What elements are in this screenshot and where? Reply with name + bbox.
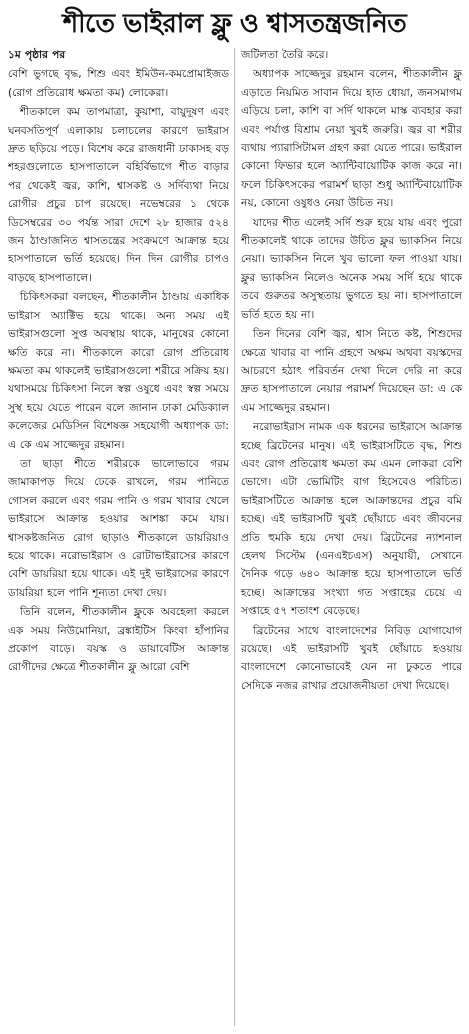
paragraph: তিন দিনের বেশি জ্বর, শ্বাস নিতে কষ্ট, শিশুদের ক্ষেত্রে খাবার বা পানি গ্রহণে অক্ষম অথবা বয়স্কদের আচরণে হঠাৎ পরিবর্তন দেখা দিলে দেরি না করে দ্রুত হাসপাতালে নেয়ার পরামর্শ দিয়েছেন ডা: এ কে এম সাজ্জেদুর রহমান। — [241, 328, 462, 414]
left-column — [8, 46, 229, 1028]
paragraph: শীতকালে কম তাপমাত্রা, কুয়াশা, বায়ুদূষণ এবং ঘনবসতিপূর্ণ এলাকায় চলাচলের কারণে ভাইরাস দ্রুত ছড়িয়ে পড়ে। বিশেষ করে রাজধানী ঢাকাসহ বড় শহরগুলোতে হাসপাতালে বহির্বিভাগে শীত বাড়ার পর থেকেই জ্বর, কাশি, শ্বাসকষ্ট ও সর্দিব্যথা নিয়ে রোগীর প্রচুর চাপ রয়েছে। নভেম্বরের ১ থেকে ডিসেম্বরের ৩০ পর্যন্ত সারা দেশে ২৮ হাজার ৫২৪ জন ঠাণ্ডাজনিত শ্বাসতন্ত্রের সংক্রমণে আক্রান্ত হয়ে হাসপাতালে ভর্তি হয়েছে। দিন দিন রোগীর চাপও বাড়ছে হাসপাতালে। — [8, 106, 229, 284]
paragraph: চিকিৎসকরা বলছেন, শীতকালীন ঠাণ্ডায় একাধিক ভাইরাস অ্যাক্টিভ হয়ে থাকে। অন্য সময় এই ভাইরাসগুলো সুপ্ত অবস্থায় থাকে, মানুষের কোনো ক্ষতি করে না। শীতকালে কারো রোগ প্রতিরোধ ক্ষমতা কম থাকলেই ভাইরাসগুলো শরীরে সক্রিয় হয়। যথাসময়ে চিকিৎসা নিলে স্বল্প ওষুধে এবং স্বল্প সময়ে সুস্থ হয়ে যেতে পারেন বলে জানান ঢাকা মেডিক্যাল কলেজের মেডিসিন বিশেষজ্ঞ সহযোগী অধ্যাপক ডা: এ কে এম সাজ্জেদুর রহমান। — [8, 291, 229, 451]
right-column — [241, 46, 462, 1028]
paragraph — [8, 46, 229, 64]
paragraph: তা ছাড়া শীতে শরীরকে ভালোভাবে গরম জামাকাপড় দিয়ে ঢেকে রাখলে, গরম পানিতে গোসল করলে এবং গরম পানি ও গরম খাবার খেলে ভাইরাসে আক্রান্ত হওয়ার আশঙ্কা কমে যায়। শ্বাসকষ্টজনিত রোগ ছাড়াও শীতকালে ডায়রিয়াও হয়ে থাকে। নরোভাইরাস ও রোটাভাইরাসের কারণে বেশি ডায়রিয়া হয়ে থাকে। এই দুই ভাইরাসের কারণে ডায়রিয়া হলে পানি শূন্যতা দেখা দেয়। — [8, 457, 229, 599]
paragraph: যাদের শীত এলেই সর্দি শুরু হয়ে যায় এবং পুরো শীতকালেই থাকে তাদের উচিত ফ্লুর ভ্যাকসিন নিয়ে নেয়া। ভ্যাকসিন নিলে খুব ভালো ফল পাওয়া যায়। ফ্লুর ভ্যাকসিন নিলেও অনেক সময় সর্দি হয়ে থাকে তবে গুরুতর অসুস্থতায় ভুগতে হয় না। হাসপাতালে ভর্তি হতে হয় না। — [241, 216, 462, 321]
paragraph: জটিলতা তৈরি করে। — [241, 49, 329, 61]
paragraph: অধ্যাপক সাজ্জেদুর রহমান বলেন, শীতকালীন ফ্লু এড়াতে নিয়মিত সাবান দিয়ে হাত ধোয়া, জনসমাগম এড়িয়ে চলা, কাশি বা সর্দি থাকলে মাস্ক ব্যবহার করা এবং পর্যাপ্ত বিশ্রাম নেয়া খুবই জরুরি। জ্বর বা শরীর ব্যথায় প্যারাসিটামল গ্রহণ করা যেতে পারে। ভাইরাল কোনো ফিভার হলে অ্যান্টিবায়োটিক কাজ করে না। ফলে চিকিৎসকের পরামর্শ ছাড়া শুধু অ্যান্টিবায়োটিক নয়, কোনো ওষুধও নেয়া উচিত নয়। — [241, 68, 462, 210]
paragraph: বেশি ভুগছে বৃদ্ধ, শিশু এবং ইমিউন-কমপ্রোমাইজড (রোগ প্রতিরোধ ক্ষমতা কম) লোকেরা। — [8, 68, 229, 99]
article-headline: শীতে ভাইরাল ফ্লু ও শ্বাসতন্ত্রজনিত — [62, 9, 407, 39]
paragraph: নরোভাইরাস নামক এক ধরনের ভাইরাসে আক্রান্ত হচ্ছে ব্রিটেনের মানুষ। এই ভাইরাসটিতে বৃদ্ধ, শিশু এবং রোগ প্রতিরোধ ক্ষমতা কম এমন লোকরা বেশি ভোগে। এটা ভোমিটিং বাগ হিসেবেও পরিচিত। ভাইরাসটিতে আক্রান্ত হলে আক্রান্তদের প্রচুর বমি হচ্ছে। এই ভাইরাসটি খুবই ছোঁয়াচে এবং জীবনের প্রতি হুমকি হয়ে দেখা দেয়। ব্রিটেনের ন্যাশনাল হেলথ সিস্টেম (এনএইচএস) অনুযায়ী, সেখানে দৈনিক গড়ে ৬৪০ আক্রান্ত হয়ে হাসপাতালে ভর্তি হচ্ছে। আক্রান্তের সংখ্যা গত সপ্তাহের চেয়ে এ সপ্তাহে ৫৭ শতাংশ বেড়েছে। — [241, 421, 462, 618]
paragraph: তিনি বলেন, শীতকালীন ফ্লুকে অবহেলা করলে এক সময় নিউমোনিয়া, ব্রঙ্কাইটিস কিংবা হাঁপানির প্রকোপ বাড়ে। বয়স্ক ও ডায়াবেটিস আক্রান্ত রোগীদের ক্ষেত্রে শীতকালীন ফ্লু আরো বেশি — [8, 606, 229, 674]
column-divider — [234, 48, 235, 1026]
continued-from-label: ১ম পৃষ্ঠার পর — [8, 49, 66, 61]
paragraph: ব্রিটেনের সাথে বাংলাদেশের নিবিড় যোগাযোগ রয়েছে। এই ভাইরাসটি খুবই ছোঁয়াচে হওয়ায় বাংলাদেশে কোনোভাবেই যেন না ঢুকতে পারে সেদিকে নজর রাখার প্রয়োজনীয়তা দেখা দিয়েছে। — [241, 624, 462, 692]
